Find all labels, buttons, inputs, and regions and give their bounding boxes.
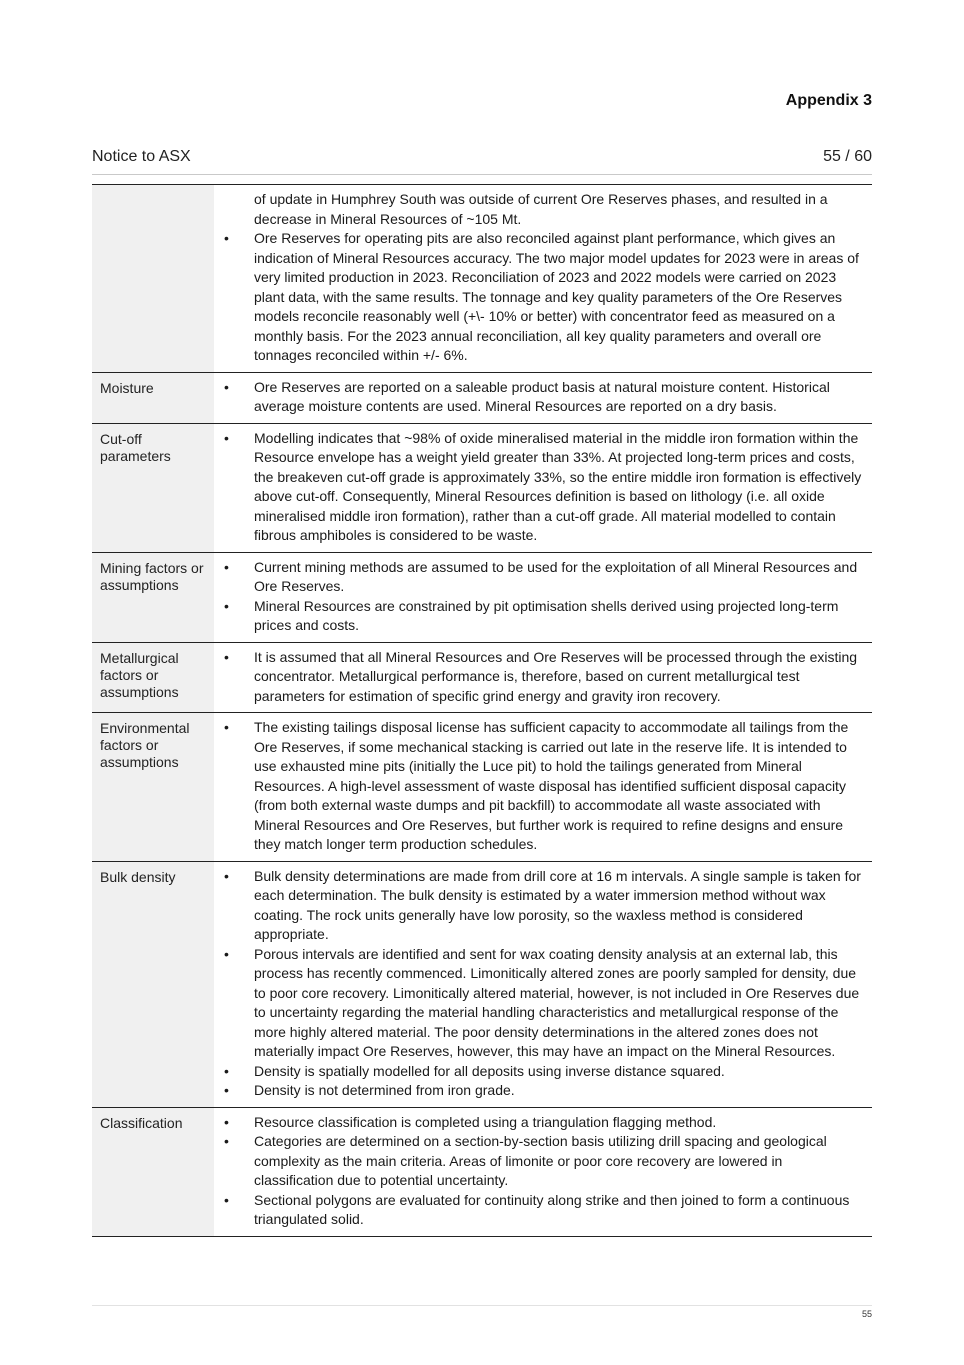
row-content — [214, 553, 872, 642]
list-item — [94, 1132, 864, 1191]
bullet-dot-icon: • — [224, 648, 229, 665]
footer-page-number: 55 — [861, 1309, 872, 1319]
row-content — [214, 862, 872, 1107]
list-item-text: Sectional polygons are evaluated for continuity along strike and then joined to form a continuous triangulated solid. — [254, 1191, 850, 1227]
list-item — [94, 1081, 864, 1101]
list-item-text: Categories are determined on a section-by-section basis utilizing drill spacing and geological complexity as the main criteria. Areas of limonite or poor core recovery are lowered in classification due to potential uncertainty. — [254, 1133, 827, 1188]
document-title: Notice to ASX — [92, 148, 191, 165]
table-row — [92, 1108, 872, 1237]
bullet-list — [94, 558, 864, 636]
list-item-text: Mineral Resources are constrained by pit optimisation shells derived using projected long-term prices and costs. — [254, 597, 839, 633]
continued-paragraph: of update in Humphrey South was outside of current Ore Reserves phases, and resulted in a decrease in Mineral Resources of ~105 Mt. — [254, 191, 828, 227]
row-label: Bulk density — [92, 862, 214, 1107]
row-label: Classification — [92, 1108, 214, 1236]
list-item-text: Resource classification is completed using a triangulation flagging method. — [254, 1113, 717, 1130]
list-item-text: The existing tailings disposal license has sufficient capacity to accommodate all tailings from the Ore Reserves, if some mechanical stacking is carried out late in the reserve life. It is intended to use exhausted mine pits (initially the Luce pit) to hold the tailings generated from Mineral Resources. A high-level assessment of waste disposal has identified sufficient disposal capacity (from both external waste dumps and pit backfill) to accommodate all waste associated with Mineral Resources and Ore Reserves, but further work is required to refine designs and ensure they match longer term production schedules. — [254, 719, 849, 852]
list-item — [94, 597, 864, 636]
row-label: Environmental factors or assumptions — [92, 713, 214, 861]
appendix-label: Appendix 3 — [785, 92, 872, 109]
row-label: Metallurgical factors or assumptions — [92, 643, 214, 713]
bullet-list — [94, 378, 864, 417]
header-divider — [92, 174, 872, 175]
row-content — [214, 713, 872, 861]
table-row — [92, 424, 872, 553]
list-item — [94, 378, 864, 417]
list-item-text: It is assumed that all Mineral Resources and Ore Reserves will be processed through the existing concentrator. Metallurgical performance is, therefore, based on current metallurgical test parameters for estimation of specific grind energy and gravity iron recovery. — [254, 648, 858, 704]
bullet-dot-icon: • — [224, 719, 229, 735]
bullet-list — [94, 429, 864, 546]
bullet-dot-icon: • — [224, 597, 229, 614]
bullet-dot-icon: • — [224, 867, 229, 884]
row-content — [214, 424, 872, 552]
list-item — [94, 648, 864, 707]
row-label: Cut-off parameters — [92, 424, 214, 552]
bullet-dot-icon: • — [224, 1082, 229, 1098]
table-row — [92, 373, 872, 424]
list-item-text: Ore Reserves for operating pits are also reconciled against plant performance, which gives an indication of Mineral Resources accuracy. The two major model updates for 2023 were in areas of very limited production in 2023. Reconciliation of 2023 and 2022 models were carried on 2023 plant data, with the same results. The tonnage and key quality parameters of the Ore Reserves models reconcile reasonably well (+\- 10% or better) with concentrator feed as measured on a monthly basis. For the 2023 annual reconciliation, all key quality parameters and overall ore tonnages reconciled within +/- 6%. — [254, 230, 859, 363]
bullet-dot-icon: • — [224, 945, 229, 962]
row-content — [214, 373, 872, 423]
table-row — [92, 862, 872, 1108]
list-item-text: Modelling indicates that ~98% of oxide mineralised material in the middle iron formation within the Resource envelope has a weight yield greater than 33%. At projected long-term prices and costs, the breakeven cut-off grade is approximately 33%, so the entire middle iron formation is effectively above cut-off. Consequently, Mineral Resources definition is based on lithology (i.e. all oxide mineralised middle iron formation), rather than a cut-off grade. All material modelled to contain fibrous amphiboles is considered to be waste. — [254, 429, 862, 543]
bullet-list — [94, 1113, 864, 1230]
bullet-dot-icon: • — [224, 230, 229, 246]
list-item-text: Density is spatially modelled for all deposits using inverse distance squared. — [254, 1062, 725, 1079]
jorc-table — [92, 184, 872, 1237]
list-item — [94, 1062, 864, 1082]
bullet-dot-icon: • — [224, 1191, 229, 1208]
bullet-dot-icon: • — [224, 558, 229, 575]
footer-divider — [92, 1305, 872, 1306]
row-content — [214, 643, 872, 713]
list-item-text: Porous intervals are identified and sent for wax coating density analysis at an external lab, this process has recently commenced. Limonitically altered zones are poorly sampled for density, due to poor core recovery. Limonitically altered material, however, is not included in Ore Reserves due to uncertainty regarding the material handling characteristics and metallurgical response of the more highly altered material. The poor density determinations in the altered zones does not materially impact Ore Reserves, however, this may have an impact on the Mineral Resources. — [254, 945, 860, 1059]
list-item-text: Current mining methods are assumed to be used for the exploitation of all Mineral Resources and Ore Reserves. — [254, 558, 858, 594]
list-item — [94, 429, 864, 546]
list-item — [94, 945, 864, 1062]
list-item-text: Bulk density determinations are made from drill core at 16 m intervals. A single sample is taken for each determination. The bulk density is estimated by a water immersion method without wax coating. The rock units generally have low porosity, so the waxless method is considered appropriate. — [254, 867, 861, 942]
table-row — [92, 713, 872, 862]
table-row — [92, 643, 872, 714]
list-item — [94, 558, 864, 597]
bullet-list — [94, 718, 864, 855]
table-row — [92, 553, 872, 643]
bullet-dot-icon: • — [224, 1062, 229, 1079]
list-item — [94, 1191, 864, 1230]
bullet-list — [94, 229, 864, 366]
table-row — [92, 185, 872, 373]
bullet-list — [94, 648, 864, 707]
list-item — [94, 229, 864, 366]
bullet-list — [94, 867, 864, 1101]
bullet-dot-icon: • — [224, 1113, 229, 1130]
list-item-text: Density is not determined from iron grade. — [254, 1082, 515, 1098]
list-item — [94, 1113, 864, 1133]
row-label: Moisture — [92, 373, 214, 423]
list-item-text: Ore Reserves are reported on a saleable product basis at natural moisture content. Historical average moisture contents are used. Mineral Resources are reported on a dry basis. — [254, 378, 830, 414]
list-item — [94, 867, 864, 945]
bullet-dot-icon: • — [224, 1133, 229, 1149]
row-content — [214, 1108, 872, 1236]
row-content — [214, 185, 872, 372]
bullet-dot-icon: • — [224, 429, 229, 446]
row-label: Mining factors or assumptions — [92, 553, 214, 642]
list-item — [94, 718, 864, 855]
page-counter: 55 / 60 — [823, 148, 872, 165]
bullet-dot-icon: • — [224, 378, 229, 395]
